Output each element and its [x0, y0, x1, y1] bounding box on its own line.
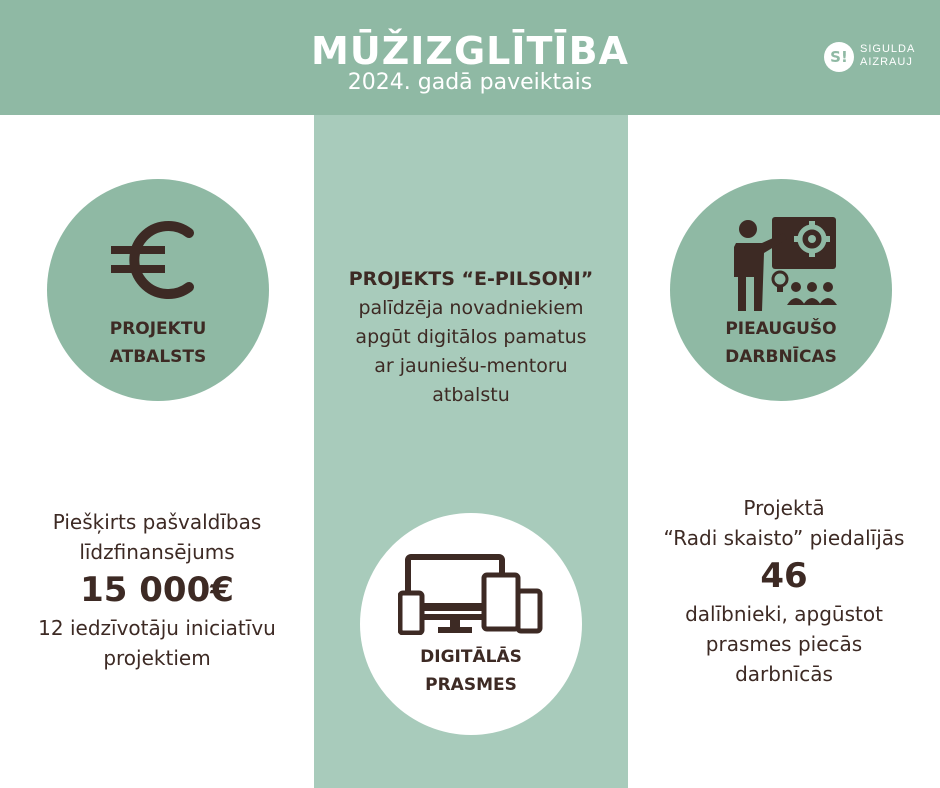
- stat-line-5: darbnīcās: [735, 662, 833, 686]
- header-banner: [0, 0, 940, 115]
- devices-icon: [398, 553, 544, 635]
- label-line-2: PRASMES: [425, 675, 517, 695]
- label-line-2: DARBNĪCAS: [725, 347, 837, 367]
- stat-line-4: projektiem: [103, 646, 211, 670]
- stat-value: 15 000€: [80, 570, 234, 610]
- stat-value: 46: [760, 556, 808, 596]
- circle-label: [670, 315, 892, 371]
- stat-line-1: Projektā: [743, 496, 825, 520]
- page-title: MŪŽIZGLĪTĪBA: [311, 29, 629, 73]
- description-line-2: apgūt digitālos pamatus: [355, 326, 587, 348]
- stat-line-3: 12 iedzīvotāju iniciatīvu: [38, 616, 276, 640]
- description-line-3: ar jauniešu-mentoru: [374, 355, 568, 377]
- description-line-1: palīdzēja novadniekiem: [358, 297, 584, 319]
- right-stat: [628, 493, 940, 689]
- circle-label: [47, 315, 269, 371]
- projektu-atbalsts-circle: [47, 179, 269, 401]
- circle-label: [360, 643, 582, 699]
- stat-line-2: “Radi skaisto” piedalījās: [663, 526, 905, 550]
- pieauguso-darbnicas-circle: [670, 179, 892, 401]
- stat-line-2: līdzfinansējums: [79, 540, 235, 564]
- e-pilsoni-description: [314, 265, 628, 410]
- stat-line-3: dalībnieki, apgūstot: [685, 602, 883, 626]
- label-line-1: DIGITĀLĀS: [420, 647, 522, 667]
- description-line-4: atbalstu: [432, 384, 510, 406]
- left-stat: [0, 507, 314, 673]
- digitalas-prasmes-circle: [360, 513, 582, 735]
- page-subtitle: 2024. gadā paveiktais: [347, 70, 593, 95]
- euro-icon: [109, 219, 207, 301]
- label-line-1: PROJEKTU: [109, 319, 207, 339]
- stat-line-4: prasmes piecās: [705, 632, 863, 656]
- logo-badge: S!: [824, 42, 854, 72]
- stat-line-1: Piešķirts pašvaldības: [52, 510, 262, 534]
- logo-text: [860, 43, 915, 69]
- label-line-1: PIEAUGUŠO: [725, 319, 837, 339]
- label-line-2: ATBALSTS: [109, 347, 207, 367]
- logo-line-2: AIZRAUJ: [860, 56, 913, 68]
- logo-line-1: SIGULDA: [860, 43, 916, 55]
- e-pilsoni-heading: PROJEKTS “E-PILSOŅI”: [348, 268, 594, 290]
- presentation-workshop-icon: [732, 215, 842, 315]
